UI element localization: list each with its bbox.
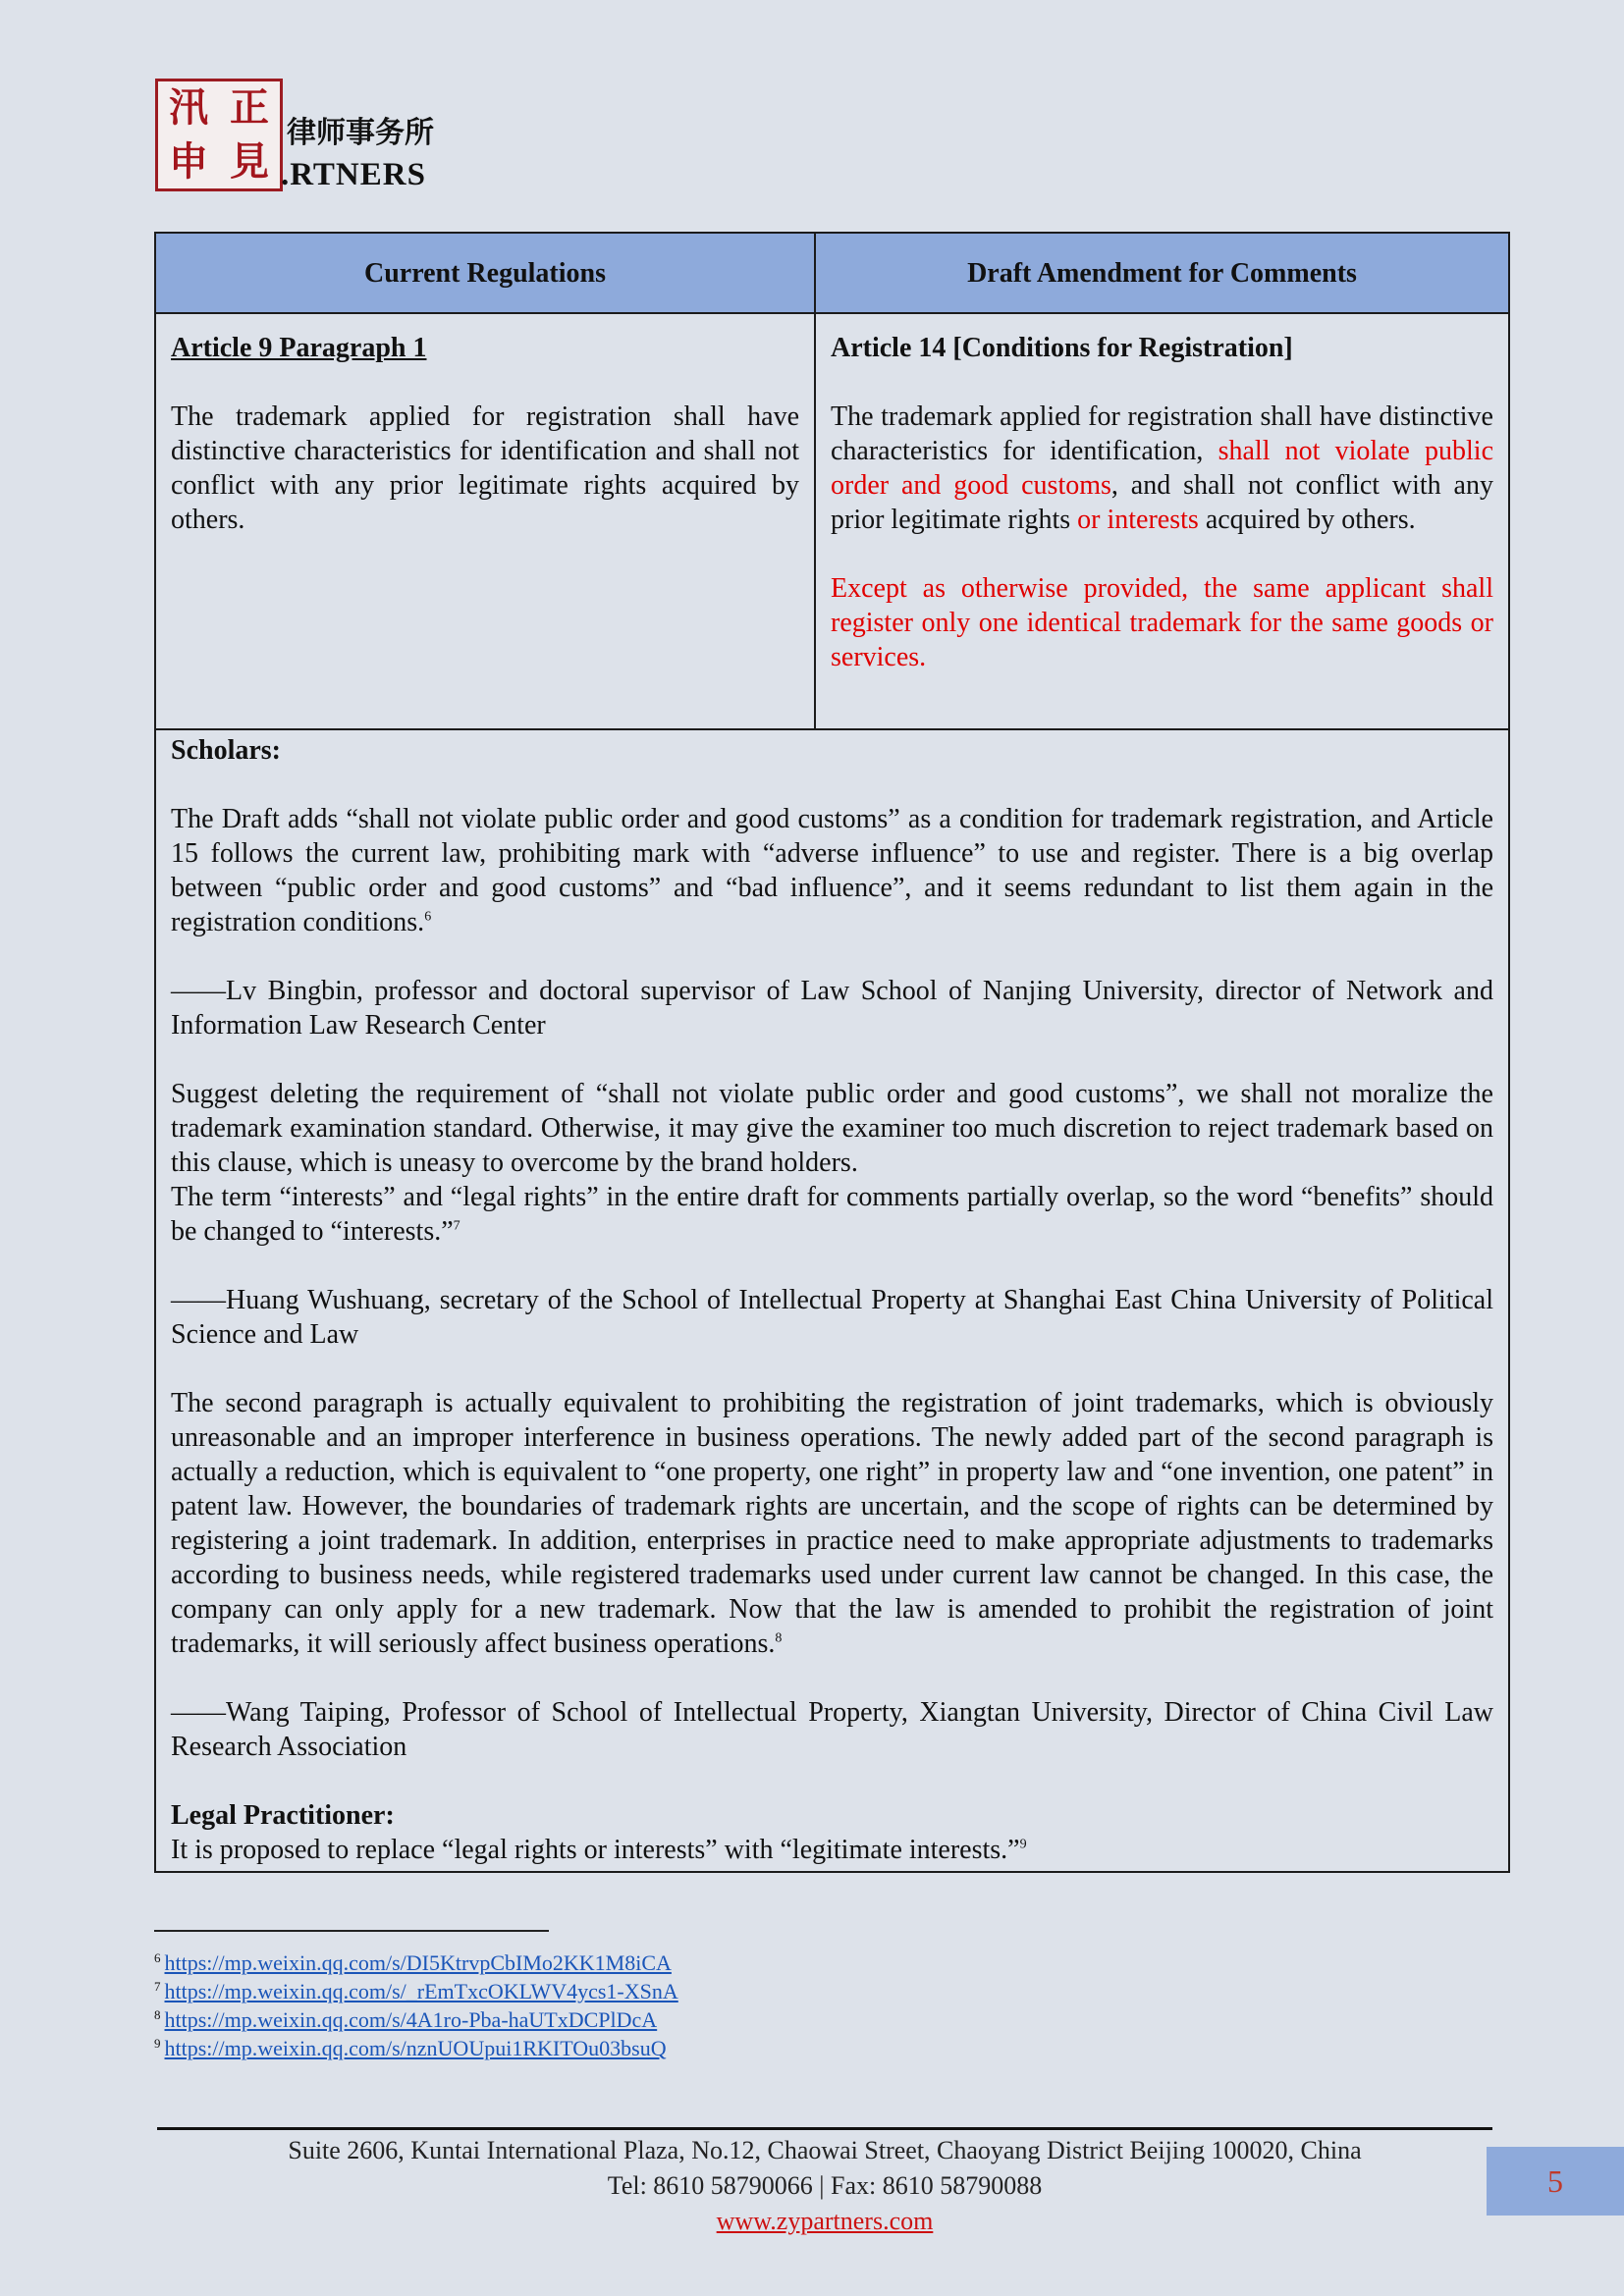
current-regulation-cell [155, 313, 815, 729]
footnote-number: 9 [154, 2035, 161, 2051]
draft-text-segment: , and shall not conflict with any prior legitimate rights [831, 470, 1493, 535]
footnote-ref: 8 [775, 1630, 783, 1646]
footnote-link[interactable]: https://mp.weixin.qq.com/s/_rEmTxcOKLWV4ycs1-XSnA [164, 1979, 678, 2003]
practitioner-heading: Legal Practitioner: [171, 1800, 395, 1831]
footer-website-link[interactable]: www.zypartners.com [716, 2207, 934, 2235]
draft-text-segment: acquired by others. [1198, 505, 1416, 535]
draft-article-heading: Article 14 [Conditions for Registration] [831, 333, 1293, 363]
firm-name-english: .RTNERS [281, 157, 426, 192]
table-header-row [155, 233, 1509, 313]
footnote-link[interactable]: https://mp.weixin.qq.com/s/4A1ro-Pba-haUTxDCPlDcA [164, 2007, 658, 2032]
scholar-comment [171, 1180, 1493, 1249]
seal-char: 見 [230, 137, 269, 185]
scholar-comment-text: The term “interests” and “legal rights” in the entire draft for comments partially overlap, so the word “benefits” should be changed to “interests.” [171, 1182, 1493, 1247]
draft-added-text: or interests [1077, 505, 1199, 535]
footer-phone: Tel: 8610 58790066 | Fax: 8610 58790088 [607, 2171, 1043, 2200]
footnote [154, 1977, 678, 2005]
footnotes [154, 1949, 678, 2062]
scholar-comment [171, 1386, 1493, 1661]
comments-cell [155, 729, 1509, 1872]
scholar-comment: Suggest deleting the requirement of “shall not violate public order and good customs”, we shall not moralize the trademark examination standard. Otherwise, it may give the examiner too much discretion to reject trademark based on this clause, which is uneasy to overcome by the brand holders. [171, 1079, 1493, 1178]
comparison-table [154, 232, 1510, 1873]
firm-logo [155, 79, 489, 196]
footnote [154, 2034, 678, 2062]
scholars-heading: Scholars: [171, 735, 281, 766]
footnote-number: 8 [154, 2006, 161, 2022]
page-footer [157, 2133, 1492, 2239]
footnote-number: 7 [154, 1978, 161, 1994]
seal-char: 汛 [169, 84, 208, 132]
scholar-attribution: ——Lv Bingbin, professor and doctoral supervisor of Law School of Nanjing University, director of Network and Information Law Research Center [171, 976, 1493, 1041]
footnote-ref: 6 [424, 909, 432, 925]
table-row [155, 729, 1509, 1872]
draft-article-text [831, 400, 1493, 537]
column-header-draft: Draft Amendment for Comments [815, 233, 1509, 313]
current-article-text: The trademark applied for registration shall have distinctive characteristics for identification and shall not conflict with any prior legitimate rights acquired by others. [171, 401, 799, 535]
footnote-number: 6 [154, 1949, 161, 1965]
draft-text-segment: The trademark applied for registration shall have distinctive characteristics for identification, [831, 401, 1493, 466]
seal-logo [155, 79, 283, 191]
scholar-attribution: ——Wang Taiping, Professor of School of Intellectual Property, Xiangtan University, Director of China Civil Law Research Association [171, 1697, 1493, 1762]
seal-char: 申 [169, 137, 208, 185]
draft-added-text: shall not violate public order and good customs [831, 436, 1493, 501]
footnote-divider [154, 1930, 549, 1932]
firm-name-chinese: 律师事务所 [287, 116, 434, 150]
draft-added-paragraph: Except as otherwise provided, the same applicant shall register only one identical trademark for the same goods or services. [831, 573, 1493, 672]
scholar-comment [171, 802, 1493, 939]
draft-amendment-cell [815, 313, 1509, 729]
footnote-link[interactable]: https://mp.weixin.qq.com/s/DI5KtrvpCbIMo2KK1M8iCA [164, 1950, 672, 1975]
scholar-comment-text: The Draft adds “shall not violate public order and good customs” as a condition for trademark registration, and Article 15 follows the current law, prohibiting mark with “adverse influence” to use and register. There is a big overlap between “public order and good customs” and “bad influence”, and it seems redundant to list them again in the registration conditions. [171, 804, 1493, 937]
scholar-comment-text: The second paragraph is actually equivalent to prohibiting the registration of joint trademarks, which is obviously unreasonable and an improper interference in business operations. The newly added part of the second paragraph is actually a reduction, which is equivalent to “one property, one right” in property law and “one invention, one patent” in patent law. However, the boundaries of trademark rights are uncertain, and the scope of rights can be determined by registering a joint trademark. In addition, enterprises in practice need to make appropriate adjustments to trademarks according to business needs, while registered trademarks used under current law cannot be changed. In this case, the company can only apply for a new trademark. Now that the law is amended to prohibit the registration of joint trademarks, it will seriously affect business operations. [171, 1388, 1493, 1659]
footnote-ref: 7 [453, 1218, 460, 1234]
current-article-heading: Article 9 Paragraph 1 [171, 333, 427, 363]
scholar-attribution: ——Huang Wushuang, secretary of the School of Intellectual Property at Shanghai East China University of Political Science and Law [171, 1285, 1493, 1350]
footnote-link[interactable]: https://mp.weixin.qq.com/s/nznUOUpui1RKITOu03bsuQ [164, 2036, 667, 2060]
footnote [154, 1949, 678, 1977]
practitioner-comment [171, 1833, 1493, 1867]
footer-divider [157, 2127, 1492, 2130]
column-header-current: Current Regulations [155, 233, 815, 313]
page-number: 5 [1487, 2147, 1624, 2216]
seal-char: 正 [230, 84, 269, 132]
table-row [155, 313, 1509, 729]
footer-address: Suite 2606, Kuntai International Plaza, No.12, Chaowai Street, Chaoyang District Beijing 100020, China [288, 2136, 1362, 2164]
footnote [154, 2005, 678, 2034]
footnote-ref: 9 [1019, 1837, 1027, 1852]
practitioner-comment-text: It is proposed to replace “legal rights or interests” with “legitimate interests.” [171, 1835, 1020, 1865]
